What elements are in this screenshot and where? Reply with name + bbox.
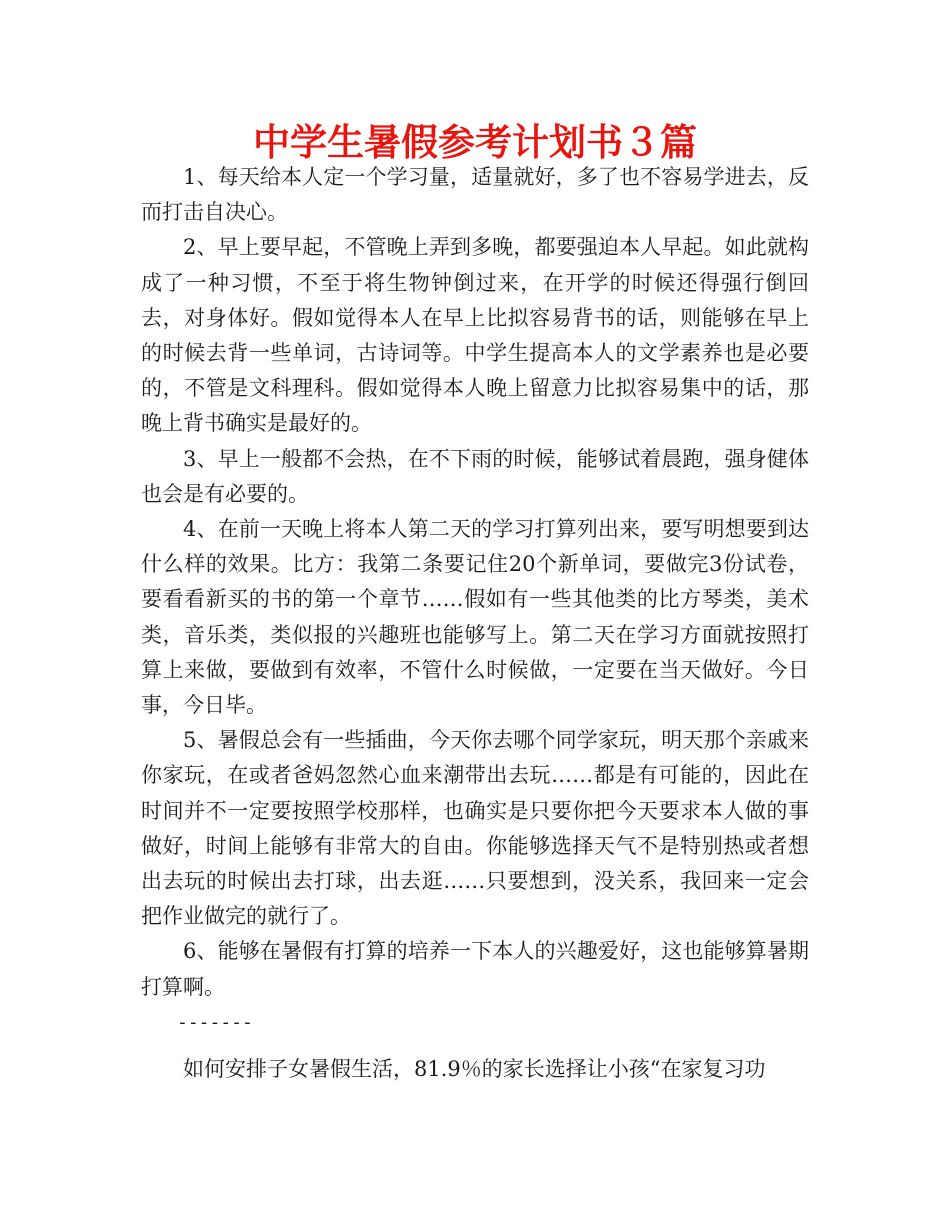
- paragraph-3: 3、早上一般都不会热，在不下雨的时候，能够试着晨跑，强身健体也会是有必要的。: [141, 446, 809, 506]
- paragraph-4: 4、在前一天晚上将本人第二天的学习打算列出来，要写明想要到达什么样的效果。比方：我第二条要记住20个新单词，要做完3份试卷，要看看新买的书的第一个章节……假如有一些其他类的比方琴类，美术类，音乐类，类似报的兴趣班也能够写上。第二天在学习方面就按照打算上来做，要做到有效率，不管什么时候做，一定要在当天做好。今日事，今日毕。: [141, 517, 809, 718]
- paragraph-1: 1、每天给本人定一个学习量，适量就好，多了也不容易学进去，反而打击自决心。: [141, 165, 809, 225]
- paragraph-2: 2、早上要早起，不管晚上弄到多晚，都要强迫本人早起。如此就构成了一种习惯，不至于将生物钟倒过来，在开学的时候还得强行倒回去，对身体好。假如觉得本人在早上比拟容易背书的话，则能够在早上的时候去背一些单词，古诗词等。中学生提高本人的文学素养也是必要的，不管是文科理科。假如觉得本人晚上留意力比拟容易集中的话，那晚上背书确实是最好的。: [141, 235, 809, 436]
- closing-paragraph: 如何安排子女暑假生活，81.9％的家长选择让小孩“在家复习功: [183, 1057, 766, 1082]
- paragraph-6: 6、能够在暑假有打算的培养一下本人的兴趣爱好，这也能够算暑期打算啊。: [141, 939, 809, 999]
- document-body: [141, 160, 809, 1087]
- spacer: [141, 1040, 809, 1052]
- section-separator: -------: [177, 1011, 253, 1033]
- document-title: 中学生暑假参考计划书３篇: [253, 121, 697, 164]
- paragraph-5: 5、暑假总会有一些插曲，今天你去哪个同学家玩，明天那个亲戚来你家玩，在或者爸妈忽然心血来潮带出去玩……都是有可能的，因此在时间并不一定要按照学校那样，也确实是只要你把今天要求本人做的事做好，时间上能够有非常大的自由。你能够选择天气不是特别热或者想出去玩的时候出去打球，出去逛……只要想到，没关系，我回来一定会把作业做完的就行了。: [141, 728, 809, 929]
